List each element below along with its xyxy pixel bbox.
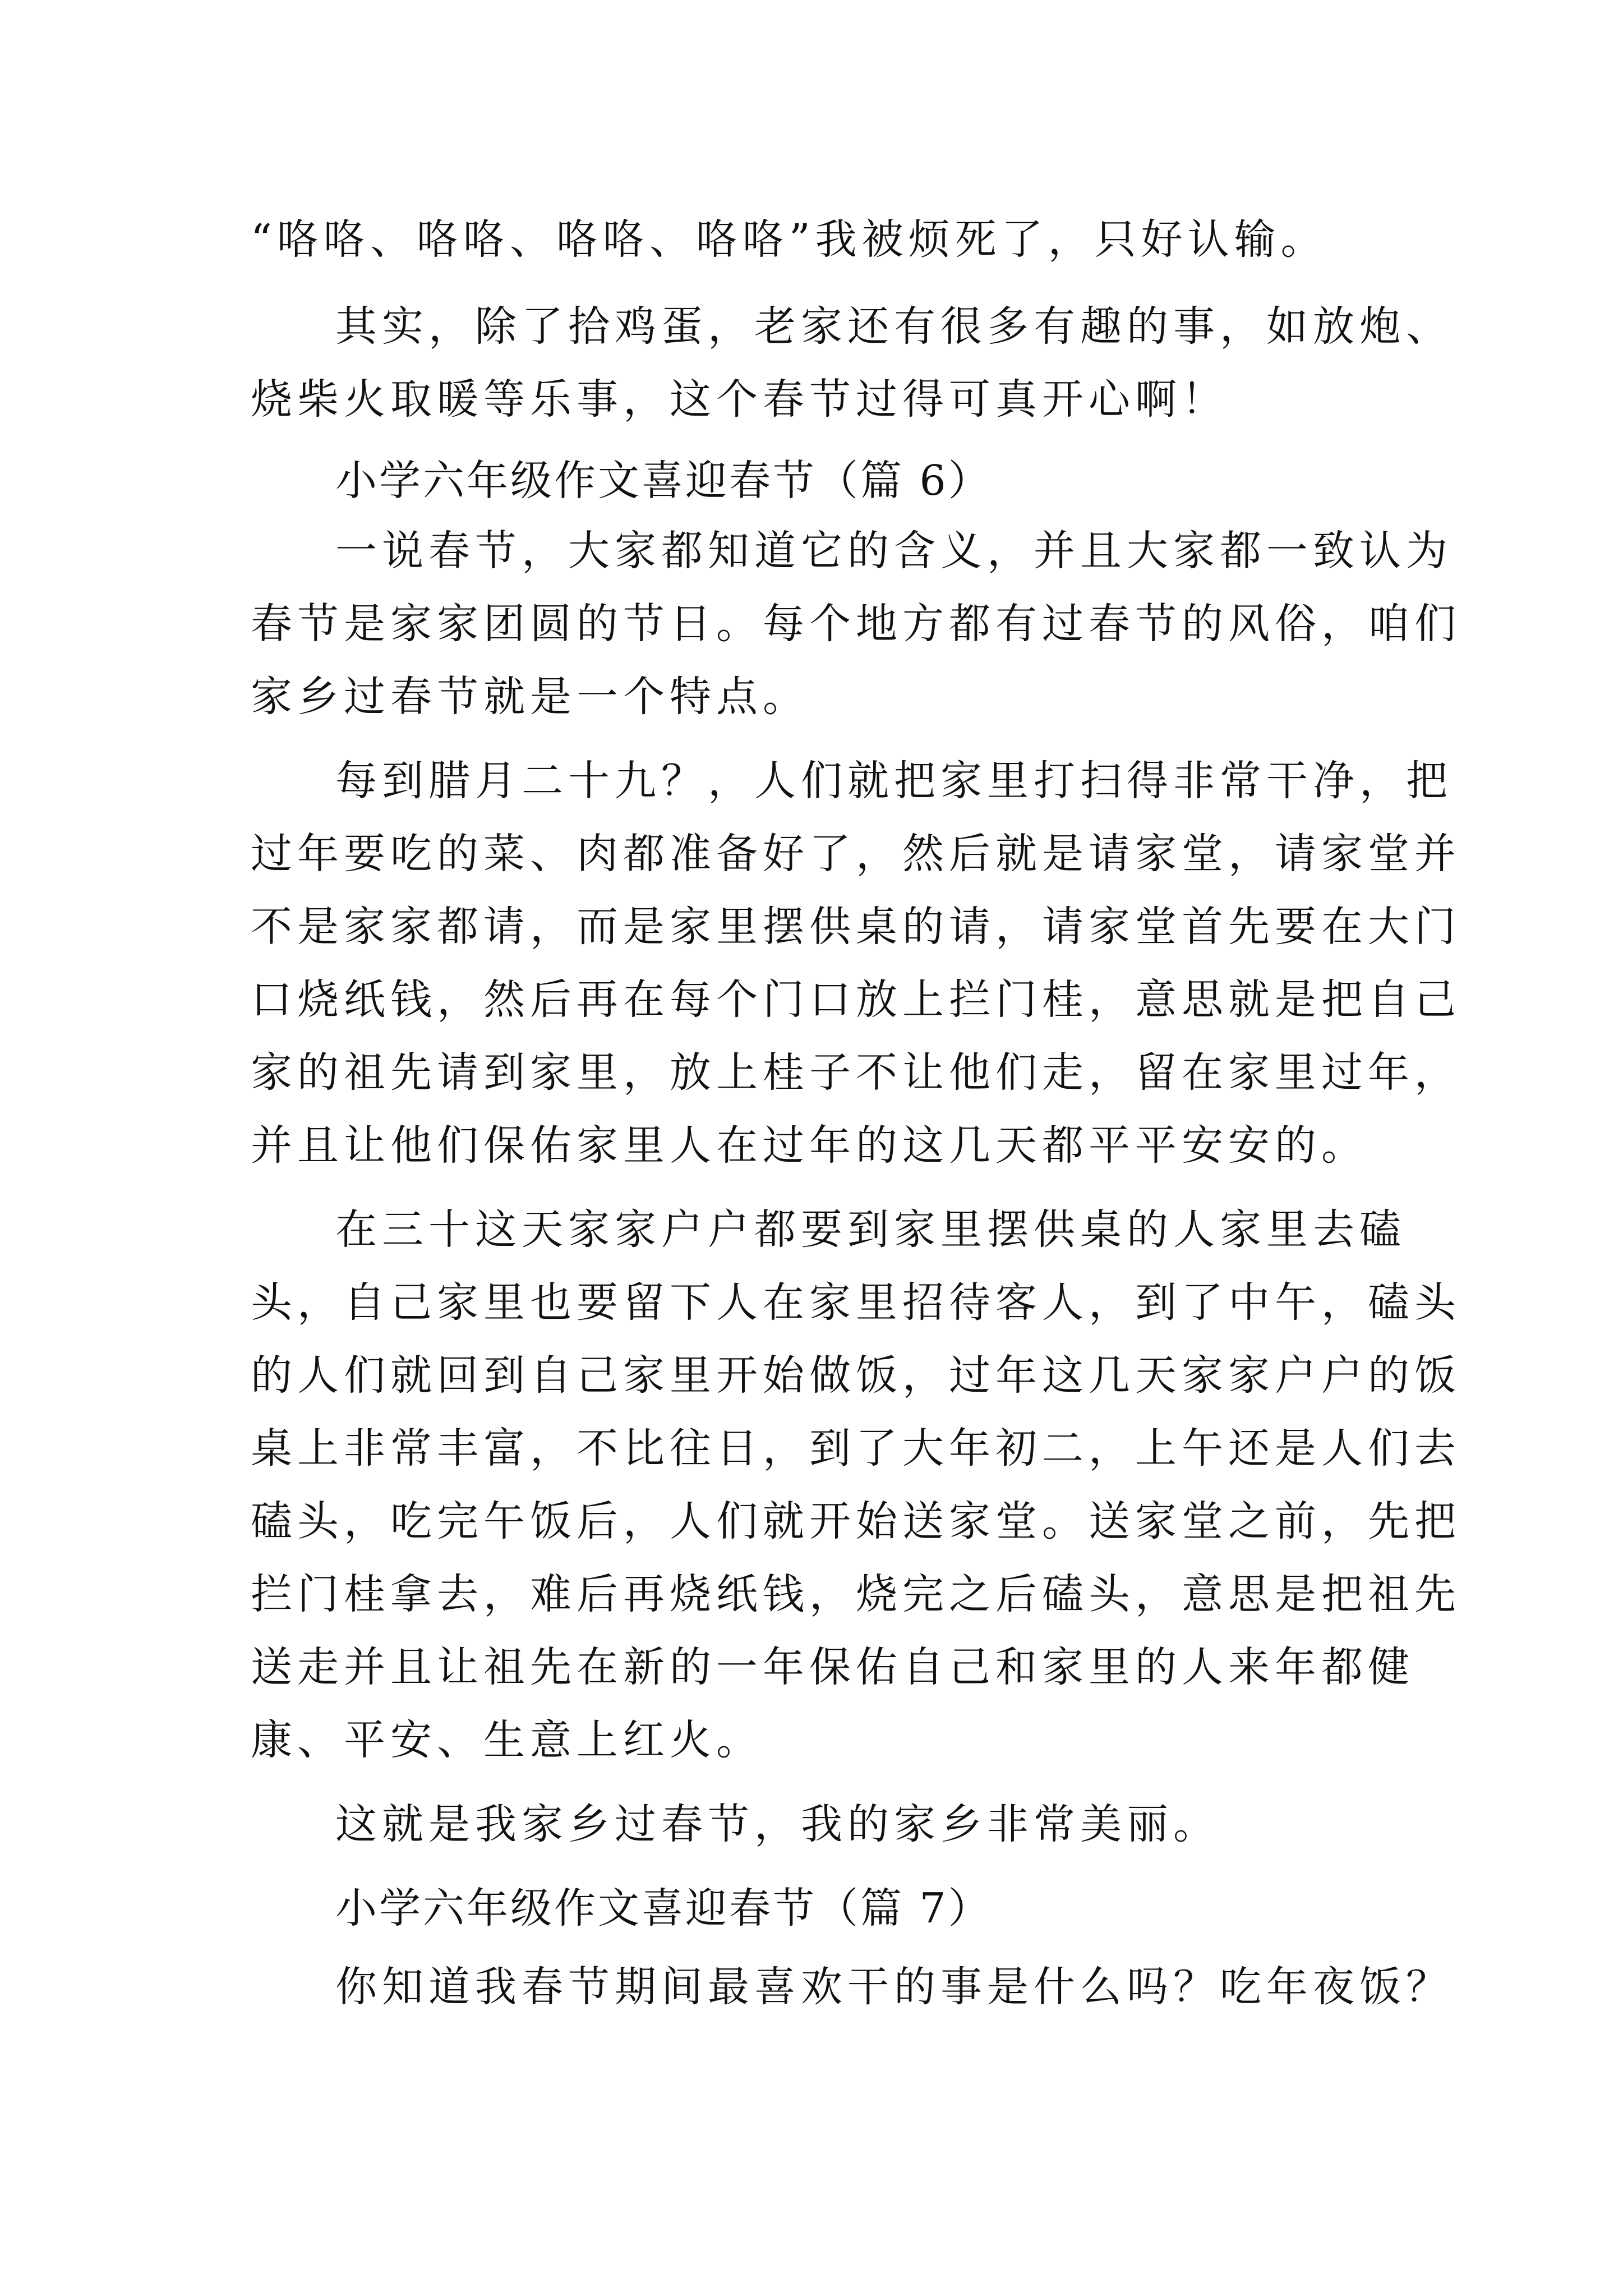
text-line: 康、平安、生意上红火。 [251,1716,763,1764]
text-line: 家乡过春节就是一个特点。 [251,673,809,721]
text-line: 拦门桂拿去，难后再烧纸钱，烧完之后磕头，意思是把祖先 [251,1570,1461,1618]
text-line: 口烧纸钱，然后再在每个门口放上拦门桂，意思就是把自己 [251,976,1461,1024]
section-heading: 小学六年级作文喜迎春节（篇 7） [335,1884,992,1932]
text-line: 头，自己家里也要留下人在家里招待客人，到了中午，磕头 [251,1278,1461,1327]
text-line: 春节是家家团圆的节日。每个地方都有过春节的风俗，咱们 [251,600,1461,648]
section-heading: 小学六年级作文喜迎春节（篇 6） [335,457,992,505]
text-line: 烧柴火取暖等乐事，这个春节过得可真开心啊！ [251,375,1228,424]
text-line: “咯咯、咯咯、咯咯、咯咯”我被烦死了，只好认输。 [251,215,1327,264]
paragraph-line: 在三十这天家家户户都要到家里摆供桌的人家里去磕 [335,1205,1406,1254]
paragraph-line: 每到腊月二十九？，人们就把家里打扫得非常干净，把 [335,757,1453,805]
text-line: 过年要吃的菜、肉都准备好了，然后就是请家堂，请家堂并 [251,830,1461,878]
text-line: 的人们就回到自己家里开始做饭，过年这几天家家户户的饭 [251,1351,1461,1400]
paragraph-line: 一说春节，大家都知道它的含义，并且大家都一致认为 [335,527,1453,575]
text-line: 送走并且让祖先在新的一年保佑自己和家里的人来年都健 [251,1643,1414,1691]
paragraph-line: 其实，除了拾鸡蛋，老家还有很多有趣的事，如放炮、 [335,302,1453,351]
paragraph-line: 你知道我春节期间最喜欢干的事是什么吗？吃年夜饭？ [335,1963,1453,2011]
text-line: 磕头，吃完午饭后，人们就开始送家堂。送家堂之前，先把 [251,1497,1461,1545]
text-line: 并且让他们保佑家里人在过年的这几天都平平安安的。 [251,1121,1368,1170]
paragraph-line: 这就是我家乡过春节，我的家乡非常美丽。 [335,1800,1220,1848]
text-line: 桌上非常丰富，不比往日，到了大年初二，上午还是人们去 [251,1424,1461,1473]
text-line: 家的祖先请到家里，放上桂子不让他们走，留在家里过年， [251,1048,1461,1097]
text-line: 不是家家都请，而是家里摆供桌的请，请家堂首先要在大门 [251,903,1461,951]
